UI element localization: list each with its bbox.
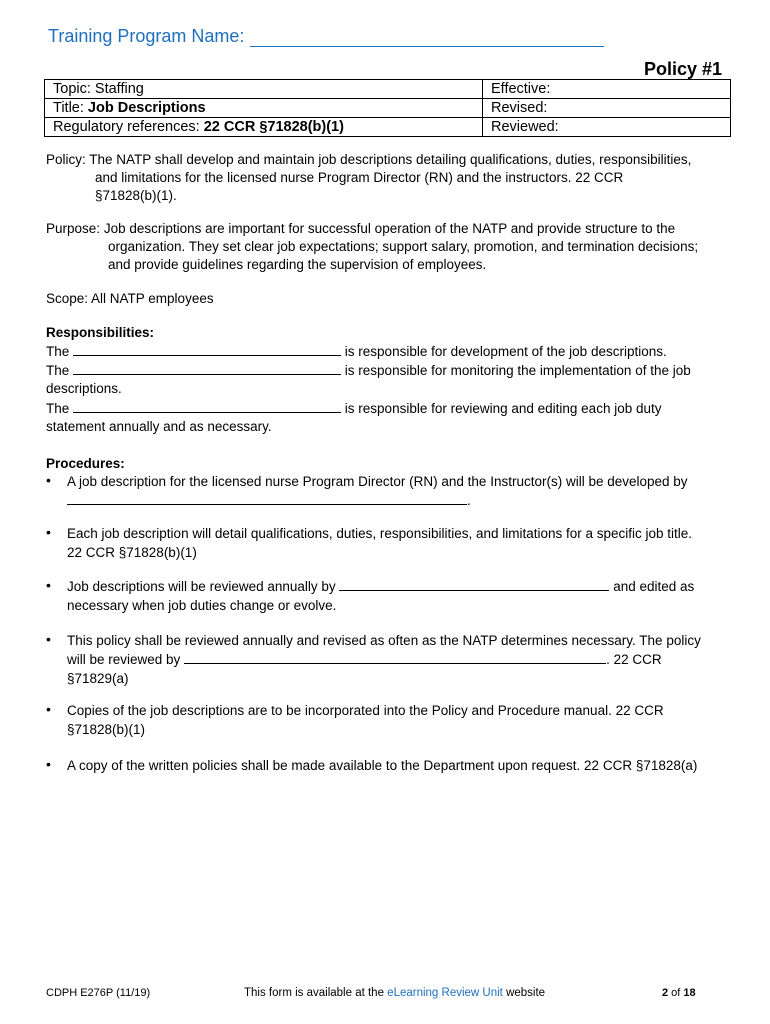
responsibility-text: is responsible for reviewing and editing each job duty bbox=[344, 401, 662, 416]
availability-note bbox=[244, 987, 545, 999]
reviewed-cell bbox=[483, 118, 731, 137]
procedure-item bbox=[67, 701, 735, 739]
availability-text: This form is available at the bbox=[244, 987, 388, 999]
bullet-icon: • bbox=[46, 524, 51, 540]
policy-paragraph bbox=[46, 151, 736, 205]
title-value: Job Descriptions bbox=[87, 100, 206, 116]
form-id: CDPH E276P (11/19) bbox=[46, 987, 151, 999]
responsibility-1 bbox=[46, 342, 736, 361]
the-word: The bbox=[46, 363, 70, 378]
bullet-icon: • bbox=[46, 701, 51, 717]
procedures-heading: Procedures: bbox=[46, 456, 125, 471]
procedure-line: A copy of the written policies shall be made available to the Department upon request. 22 CCR §71828(a) bbox=[67, 758, 698, 773]
procedure-item bbox=[67, 472, 735, 510]
procedure-line: necessary when job duties change or evolve. bbox=[67, 598, 337, 613]
responsibility-text: statement annually and as necessary. bbox=[46, 419, 272, 434]
procedure-item bbox=[67, 577, 735, 615]
program-name-blank[interactable] bbox=[250, 28, 604, 47]
purpose-label: Purpose: bbox=[46, 221, 101, 236]
responsibility-text: descriptions. bbox=[46, 381, 122, 396]
topic-text: Topic: Staffing bbox=[53, 81, 144, 97]
purpose-line: and provide guidelines regarding the supervision of employees. bbox=[108, 257, 487, 272]
procedure-line: . 22 CCR bbox=[606, 652, 662, 667]
bullet-icon: • bbox=[46, 472, 51, 488]
page-of: of bbox=[668, 987, 684, 999]
regref-value: 22 CCR §71828(b)(1) bbox=[203, 119, 344, 135]
bullet-icon: • bbox=[46, 631, 51, 647]
procedure-line: §71828(b)(1) bbox=[67, 722, 146, 737]
effective-cell bbox=[483, 80, 731, 99]
purpose-paragraph bbox=[46, 220, 736, 274]
policy-line: §71828(b)(1). bbox=[95, 188, 177, 203]
title-label: Title: bbox=[53, 100, 88, 116]
revised-cell bbox=[483, 99, 731, 118]
policy-meta-table bbox=[44, 79, 731, 137]
procedure-item bbox=[67, 524, 735, 562]
policy-reviewer-blank[interactable] bbox=[184, 650, 606, 664]
procedure-line: Each job description will detail qualifications, duties, responsibilities, and limitations for a specific job title. bbox=[67, 526, 693, 541]
revised-label: Revised: bbox=[491, 100, 548, 116]
procedure-line: This policy shall be reviewed annually and revised as often as the NATP determines necessary. The policy bbox=[67, 633, 701, 648]
procedure-line: . bbox=[467, 493, 471, 508]
responsible-party-blank[interactable] bbox=[73, 399, 341, 413]
responsibilities-heading: Responsibilities: bbox=[46, 325, 155, 340]
purpose-line: Job descriptions are important for successful operation of the NATP and provide structure to the bbox=[103, 221, 676, 236]
responsibility-text: is responsible for development of the job descriptions. bbox=[344, 344, 667, 359]
responsibility-3 bbox=[46, 399, 736, 436]
procedure-item bbox=[67, 631, 735, 688]
page-indicator bbox=[662, 987, 696, 999]
developer-blank[interactable] bbox=[67, 491, 467, 505]
regref-cell bbox=[45, 118, 483, 137]
policy-number: Policy #1 bbox=[643, 59, 722, 79]
scope-text: Scope: All NATP employees bbox=[46, 291, 214, 306]
effective-label: Effective: bbox=[491, 81, 551, 97]
procedure-line: 22 CCR §71828(b)(1) bbox=[67, 545, 197, 560]
bullet-icon: • bbox=[46, 756, 51, 772]
purpose-line: organization. They set clear job expectations; support salary, promotion, and termination decisions; bbox=[108, 239, 699, 254]
page-number: 2 bbox=[662, 987, 669, 999]
reviewed-label: Reviewed: bbox=[491, 119, 559, 135]
procedure-line: will be reviewed by bbox=[67, 652, 181, 667]
topic-cell bbox=[45, 80, 483, 99]
procedure-item bbox=[67, 756, 735, 775]
title-cell bbox=[45, 99, 483, 118]
procedure-line: A job description for the licensed nurse Program Director (RN) and the Instructor(s) will be developed by bbox=[67, 474, 688, 489]
procedure-line: and edited as bbox=[613, 579, 695, 594]
reviewer-blank[interactable] bbox=[339, 577, 609, 591]
page-total: 18 bbox=[683, 987, 696, 999]
responsibility-2 bbox=[46, 361, 736, 398]
policy-line: and limitations for the licensed nurse Program Director (RN) and the instructors. 22 CCR bbox=[95, 170, 624, 185]
the-word: The bbox=[46, 344, 70, 359]
regref-label: Regulatory references: bbox=[53, 119, 204, 135]
responsible-party-blank[interactable] bbox=[73, 361, 341, 375]
procedure-line: Job descriptions will be reviewed annually by bbox=[67, 579, 336, 594]
policy-label: Policy: bbox=[46, 152, 86, 167]
availability-text: website bbox=[502, 987, 546, 999]
bullet-icon: • bbox=[46, 577, 51, 593]
responsibility-text: is responsible for monitoring the implementation of the job bbox=[344, 363, 691, 378]
procedure-line: §71829(a) bbox=[67, 671, 129, 686]
training-program-name bbox=[48, 26, 604, 47]
policy-line: The NATP shall develop and maintain job descriptions detailing qualifications, duties, responsibilities, bbox=[89, 152, 692, 167]
responsible-party-blank[interactable] bbox=[73, 342, 341, 356]
program-label: Training Program Name: bbox=[48, 26, 245, 46]
procedure-line: Copies of the job descriptions are to be incorporated into the Policy and Procedure manual. 22 CCR bbox=[67, 703, 664, 718]
elearning-link[interactable]: eLearning Review Unit bbox=[387, 987, 503, 999]
the-word: The bbox=[46, 401, 70, 416]
